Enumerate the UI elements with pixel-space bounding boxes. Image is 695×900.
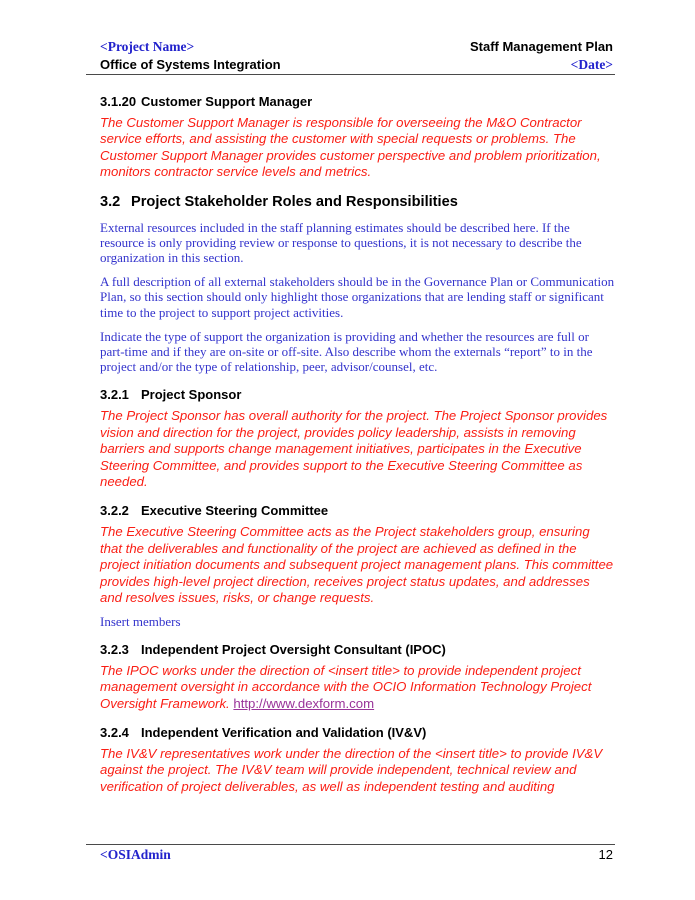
guidance-paragraph	[100, 663, 615, 712]
section-heading-3-2-2	[100, 503, 615, 518]
guidance-paragraph: The Project Sponsor has overall authority for the project. The Project Sponsor provides vision and direction for the project, provides policy leadership, assists in removing barriers and supports change management initiatives, participates in the Executive Steering Committee, and provides support to the Executive Steering Committee as needed.	[100, 408, 608, 490]
guidance-paragraph: The Executive Steering Committee acts as the Project stakeholders group, ensuring that the deliverables and functionality of the project are achieved as defined in the project initiation documents and subsequent project management plans. This committee provides high-level project direction, receives project status updates, and addresses and resolves issues, risks, or change requests.	[100, 524, 614, 606]
instruction-paragraph: Indicate the type of support the organization is providing and whether the resources are full or part-time and if they are on-site or off-site. Also describe whom the externals “report” to in the project and/or the type of relationship, peer, advisor/counsel, etc.	[100, 328, 593, 375]
section-number: 3.2	[100, 193, 121, 210]
section-title: Project Stakeholder Roles and Responsibilities	[131, 193, 458, 210]
section-title: Executive Steering Committee	[141, 503, 329, 519]
external-link[interactable]: http://www.dexform.com	[233, 695, 375, 711]
section-number: 3.1.20	[100, 94, 137, 109]
section-heading-3-2-3	[100, 642, 615, 657]
section-number: 3.2.1	[100, 387, 129, 403]
page-header-row-2	[100, 57, 613, 73]
section-heading-3-2-1	[100, 387, 615, 402]
osi-admin-placeholder: <OSIAdmin	[100, 847, 171, 862]
page-header-row-1	[100, 39, 613, 55]
section-title: Independent Project Oversight Consultant (IPOC)	[141, 641, 446, 657]
date-placeholder: <Date>	[570, 57, 613, 72]
section-number: 3.2.3	[100, 641, 129, 657]
section-heading-3-2-4	[100, 725, 615, 740]
guidance-paragraph: The IV&V representatives work under the direction of the <insert title> to provide IV&V against the project. The IV&V team will provide independent, technical review and verification of project deliverables, as well as independent testing and auditing	[100, 745, 603, 794]
document-title: Staff Management Plan	[469, 39, 613, 54]
page-number: 12	[598, 847, 613, 862]
project-name-placeholder: <Project Name>	[100, 39, 195, 54]
guidance-paragraph: The Customer Support Manager is responsible for overseeing the M&O Contractor service efforts, and assisting the customer with special requests or problems. The Customer Support Manager provides customer perspective and problem prioritization, monitors contractor service levels and metrics.	[100, 115, 601, 180]
section-heading-3-2	[100, 194, 615, 211]
footer-rule	[86, 844, 615, 845]
section-title: Customer Support Manager	[141, 94, 313, 109]
section-heading-3-1-20	[100, 94, 615, 109]
organization-name: Office of Systems Integration	[100, 57, 281, 72]
section-title: Independent Verification and Validation (IV&V)	[141, 724, 427, 740]
page-footer	[100, 847, 613, 863]
document-body	[100, 94, 615, 795]
instruction-paragraph: A full description of all external stakeholders should be in the Governance Plan or Communication Plan, so this section should only highlight those organizations that are lending staff or significant time to the project to support project activities.	[100, 274, 615, 320]
section-title: Project Sponsor	[141, 387, 242, 403]
insert-members-note: Insert members	[100, 613, 181, 629]
guidance-text: The IPOC works under the direction of <insert title> to provide independent project management oversight in accordance with the OCIO Information Technology Project Oversight Framework.	[100, 662, 592, 711]
section-number: 3.2.2	[100, 503, 129, 519]
header-rule	[86, 74, 615, 75]
instruction-paragraph: External resources included in the staff planning estimates should be described here. If the resource is only providing review or response to questions, it is not necessary to describe the organization in this section.	[100, 219, 582, 266]
section-number: 3.2.4	[100, 724, 129, 740]
